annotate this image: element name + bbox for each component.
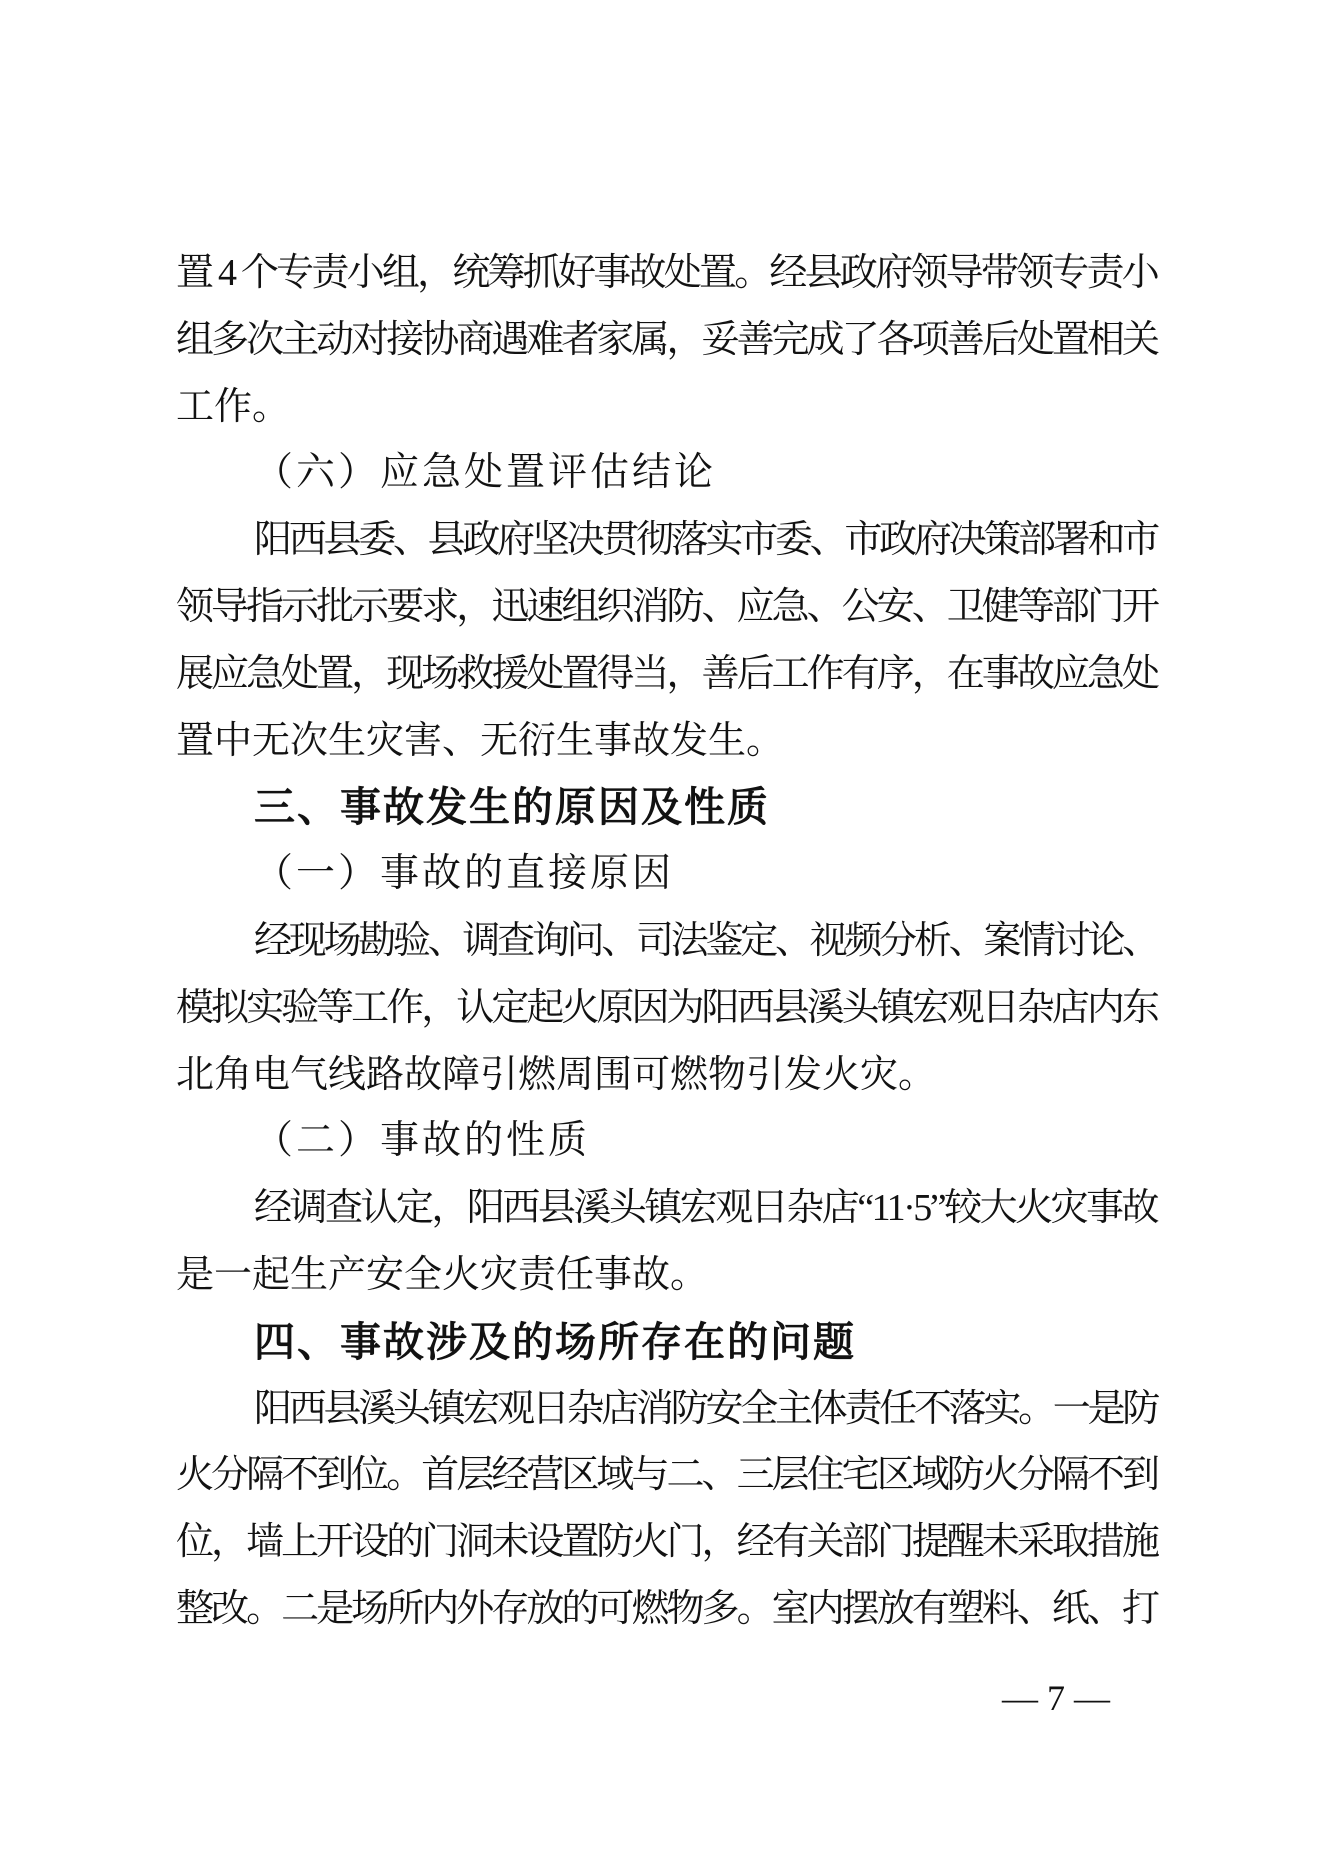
- body-text-line: [176, 1509, 1157, 1576]
- body-text-line: [176, 641, 1157, 708]
- body-text-line: [176, 574, 1157, 641]
- body-text-line: [176, 908, 1157, 975]
- line-text: 整改。二是场所内外存放的可燃物多。室内摆放有塑料、纸、打: [176, 1587, 1157, 1630]
- line-text: 四、事故涉及的场所存在的问题: [254, 1318, 856, 1365]
- line-text: 领导指示批示要求，迅速组织消防、应急、公安、卫健等部门开: [176, 585, 1157, 628]
- line-text: 是一起生产安全火灾责任事故。: [176, 1253, 709, 1296]
- body-text-line: [176, 1242, 1157, 1309]
- subsection-heading: [176, 841, 1157, 908]
- body-text-line: [176, 1576, 1157, 1643]
- line-text: 阳西县委、县政府坚决贯彻落实市委、市政府决策部署和市: [254, 519, 1157, 562]
- line-text: 阳西县溪头镇宏观日杂店消防安全主体责任不落实。一是防: [254, 1387, 1157, 1430]
- section-heading: [176, 774, 1157, 841]
- subsection-heading: [176, 1108, 1157, 1175]
- body-text-line: [176, 507, 1157, 574]
- page-number: — 7 —: [1002, 1678, 1110, 1718]
- body-text-line: [176, 975, 1157, 1042]
- body-text-line: [176, 1175, 1157, 1242]
- line-text: 北角电气线路故障引燃周围可燃物引发火灾。: [176, 1053, 937, 1096]
- body-text-line: [176, 374, 1157, 441]
- line-text: 工作。: [176, 385, 291, 428]
- body-text-line: [176, 1042, 1157, 1109]
- line-text: 经调查认定，阳西县溪头镇宏观日杂店“11·5”较大火灾事故: [254, 1187, 1157, 1230]
- line-text: 置 4 个专责小组，统筹抓好事故处置。经县政府领导带领专责小: [176, 252, 1157, 294]
- line-text: 经现场勘验、调查询问、司法鉴定、视频分析、案情讨论、: [254, 919, 1157, 962]
- body-text-line: [176, 307, 1157, 374]
- body-text-line: [176, 1442, 1157, 1509]
- document-lines: [176, 240, 1157, 1643]
- line-text: 位，墙上开设的门洞未设置防火门，经有关部门提醒未采取措施: [176, 1521, 1157, 1564]
- line-text: 置中无次生灾害、无衍生事故发生。: [176, 719, 785, 762]
- body-text-line: [176, 1376, 1157, 1443]
- body-text-line: [176, 708, 1157, 775]
- line-text: 展应急处置，现场救援处置得当，善后工作有序，在事故应急处: [176, 652, 1157, 695]
- line-text: （一）事故的直接原因: [254, 852, 675, 896]
- line-text: 组多次主动对接协商遇难者家属，妥善完成了各项善后处置相关: [176, 318, 1157, 361]
- body-text-line: [176, 240, 1157, 307]
- line-text: 模拟实验等工作，认定起火原因为阳西县溪头镇宏观日杂店内东: [176, 986, 1157, 1029]
- line-text: 火分隔不到位。首层经营区域与二、三层住宅区域防火分隔不到: [176, 1454, 1157, 1497]
- section-heading: [176, 1309, 1157, 1376]
- line-text: 三、事故发生的原因及性质: [254, 784, 770, 831]
- line-text: （六）应急处置评估结论: [254, 451, 717, 495]
- line-text: （二）事故的性质: [254, 1119, 591, 1163]
- subsection-heading: [176, 440, 1157, 507]
